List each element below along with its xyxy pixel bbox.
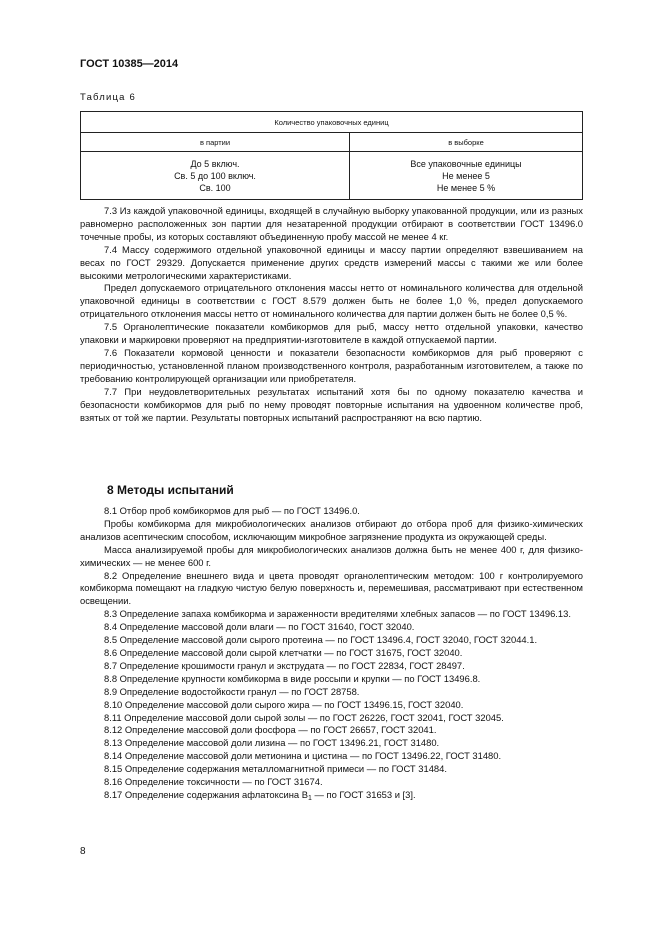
table-header-row	[81, 112, 583, 133]
table-col1-header: в партии	[81, 133, 350, 152]
p8-17-text: 8.17 Определение содержания афлатоксина B	[104, 788, 308, 800]
paragraph-8-9: 8.9 Определение водостойкости гранул — по ГОСТ 28758.	[104, 685, 360, 697]
paragraph-7-6: 7.6 Показатели кормовой ценности и показатели безопасности комбикормов для рыб проверяют с периодичностью, установленной планом производственного контроля, разработанным изготовителем, а также по требованию контролирующей организации или приобретателя.	[80, 346, 583, 384]
paragraph-8-3: 8.3 Определение запаха комбикорма и зараженности вредителями хлебных запасов — по ГОСТ 13496.13.	[104, 608, 571, 620]
paragraph-7-5: 7.5 Органолептические показатели комбикормов для рыб, массу нетто отдельной упаковки, качество упаковки и маркировки проверяют на предприятии-изготовителе в каждой отпускаемой партии.	[80, 321, 583, 346]
paragraph-8-16: 8.16 Определение токсичности — по ГОСТ 31674.	[104, 776, 323, 788]
page-number: 8	[80, 846, 86, 857]
table-subheader-row	[81, 133, 583, 152]
paragraph-7-7: 7.7 При неудовлетворительных результатах испытаний хотя бы по одному показателю качества и безопасности комбикормов для рыб по нему проводят повторные испытания на удвоенном количестве проб, взятых от той же партии. Результаты повторных испытаний распространяют на всю партию.	[80, 385, 583, 423]
document-header: ГОСТ 10385—2014	[80, 58, 179, 70]
paragraph-8-5: 8.5 Определение массовой доли сырого протеина — по ГОСТ 13496.4, ГОСТ 32040, ГОСТ 32044.1.	[104, 634, 538, 646]
paragraph-8-15: 8.15 Определение содержания металломагнитной примеси — по ГОСТ 31484.	[104, 763, 447, 775]
paragraph-8-2: 8.2 Определение внешнего вида и цвета проводят органолептическим методом: 100 г контролируемого комбикорма помещают на гладкую чистую белую поверхность и, перемешивая, рассматривают при естественном освещении.	[80, 569, 583, 607]
paragraph-7-3: 7.3 Из каждой упаковочной единицы, входящей в случайную выборку упакованной продукции, или из разных равномерно расположенных зон партии для незатаренной продукции отбирают в соответствии ГОСТ 13496.0 точечные пробы, из которых составляют объединенную пробу массой не менее 4 кг.	[80, 205, 583, 242]
section-8-body	[80, 505, 583, 802]
table-cell-text: Не менее 5	[442, 170, 490, 181]
table-6	[80, 111, 583, 200]
table-cell-text: Св. 5 до 100 включ.	[174, 170, 256, 181]
paragraph-8-1-micro: Пробы комбикорма для микробиологических анализов отбирают до отбора проб для физико-химических анализов асептическим способом, исключающим микробное загрязнение продукта из окружающей среды.	[80, 517, 583, 542]
table-cell-text: До 5 включ.	[190, 158, 240, 169]
table-cell-sample	[350, 152, 583, 200]
table-row	[81, 152, 583, 200]
paragraph-8-6: 8.6 Определение массовой доли сырой клетчатки — по ГОСТ 31675, ГОСТ 32040.	[104, 646, 463, 658]
paragraph-8-7: 8.7 Определение крошимости гранул и экструдата — по ГОСТ 22834, ГОСТ 28497.	[104, 659, 465, 671]
paragraph-8-1: 8.1 Отбор проб комбикормов для рыб — по ГОСТ 13496.0.	[104, 505, 360, 516]
paragraph-8-1-mass: Масса анализируемой пробы для микробиологических анализов должна быть не менее 400 г, для физико-химических — не менее 600 г.	[80, 543, 583, 568]
paragraph-8-14: 8.14 Определение массовой доли метионина и цистина — по ГОСТ 13496.22, ГОСТ 31480.	[104, 750, 502, 762]
paragraph-8-4: 8.4 Определение массовой доли влаги — по ГОСТ 31640, ГОСТ 32040.	[104, 621, 415, 633]
paragraph-8-13: 8.13 Определение массовой доли лизина — по ГОСТ 13496.21, ГОСТ 31480.	[104, 737, 440, 749]
aflatoxin-subscript: 1	[308, 794, 312, 802]
table-main-header: Количество упаковочных единиц	[81, 112, 583, 133]
table-cell-text: Св. 100	[199, 182, 231, 193]
paragraph-8-12: 8.12 Определение массовой доли фосфора — по ГОСТ 26657, ГОСТ 32041.	[104, 724, 437, 736]
paragraph-8-8: 8.8 Определение крупности комбикорма в виде россыпи и крупки — по ГОСТ 13496.8.	[104, 672, 481, 684]
paragraph-8-10: 8.10 Определение массовой доли сырого жира — по ГОСТ 13496.15, ГОСТ 32040.	[104, 698, 464, 710]
section-8-title: 8 Методы испытаний	[107, 483, 234, 497]
paragraph-8-11: 8.11 Определение массовой доли сырой золы — по ГОСТ 26226, ГОСТ 32041, ГОСТ 32045.	[104, 711, 504, 723]
paragraph-7-4-tolerance: Предел допускаемого отрицательного отклонения массы нетто от номинального количества для отдельной упаковочной единицы в соответствии с ГОСТ 8.579 должен быть не более 1,0 %, предел допускаемого отрицательного отклонения массы нетто от номинального количества для партии должен быть не более 0,5 %.	[80, 282, 583, 320]
table-caption: Таблица 6	[80, 92, 136, 103]
table-col2-header: в выборке	[350, 133, 583, 152]
section-7-body	[80, 205, 583, 424]
table-cell-text: Все упаковочные единицы	[410, 158, 522, 169]
p8-17-ref: — по ГОСТ 31653 и [3].	[311, 788, 416, 800]
table-cell-text: Не менее 5 %	[436, 182, 496, 193]
paragraph-7-4: 7.4 Массу содержимого отдельной упаковочной единицы и массу партии определяют взвешиванием на весах по ГОСТ 29329. Допускается применение других средств измерений массы с такими же или более высокими метрологическими характеристиками.	[80, 243, 583, 281]
table-cell-batch	[81, 152, 350, 200]
paragraph-8-17	[80, 789, 583, 802]
